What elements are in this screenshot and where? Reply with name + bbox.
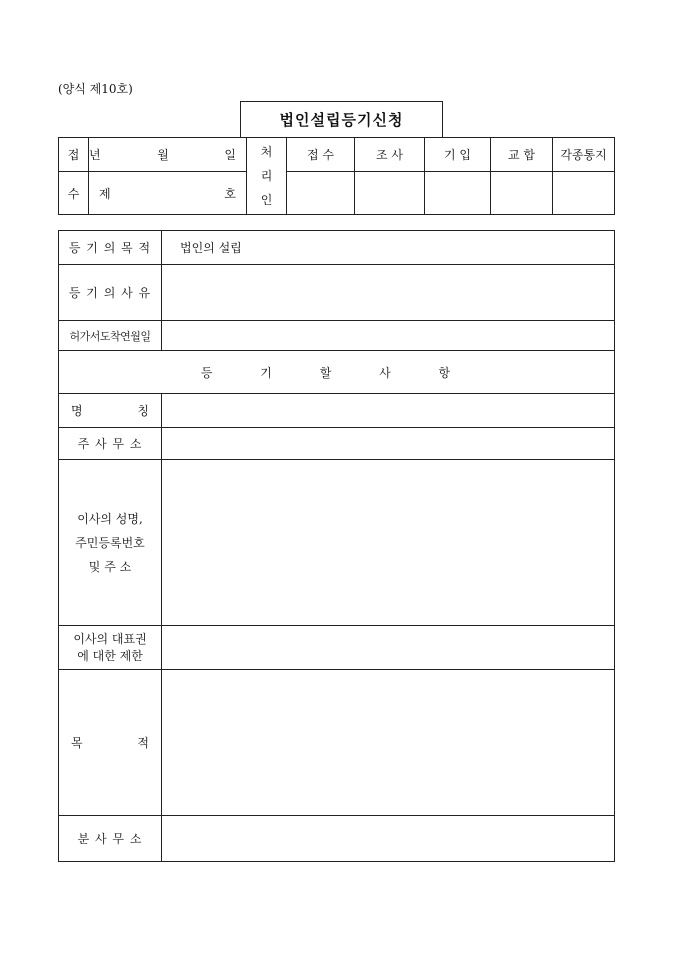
objective-field[interactable]	[162, 670, 615, 816]
month-label: 월	[157, 148, 169, 162]
permit-date-label: 허가서도착연월일	[59, 321, 162, 351]
objective-label: 목 적	[59, 670, 162, 816]
name-label: 명 칭	[59, 394, 162, 428]
receipt-date-cell[interactable]	[89, 138, 247, 172]
col-notice: 각종통지	[553, 138, 615, 172]
enter-stamp-field[interactable]	[425, 172, 491, 215]
check-stamp-field[interactable]	[491, 172, 553, 215]
branch-office-field[interactable]	[162, 816, 615, 862]
col-enter: 기 입	[425, 138, 491, 172]
day-label: 일	[224, 148, 236, 162]
ho-label: 호	[224, 186, 236, 201]
receive-stamp-field[interactable]	[287, 172, 355, 215]
purpose-value[interactable]: 법인의 설립	[162, 231, 615, 265]
reason-label: 등 기 의 사 유	[59, 265, 162, 321]
director-info-label: 이사의 성명, 주민등록번호 및 주 소	[59, 460, 162, 626]
je-label: 제	[99, 186, 111, 201]
receipt-jeop-label: 접	[59, 138, 89, 172]
name-field[interactable]	[162, 394, 615, 428]
permit-date-field[interactable]	[162, 321, 615, 351]
col-receive: 접 수	[287, 138, 355, 172]
rep-limit-label: 이사의 대표권 에 대한 제한	[59, 626, 162, 670]
director-info-field[interactable]	[162, 460, 615, 626]
reason-field[interactable]	[162, 265, 615, 321]
examine-stamp-field[interactable]	[355, 172, 425, 215]
registration-table	[58, 230, 615, 862]
col-examine: 조 사	[355, 138, 425, 172]
receipt-table	[58, 137, 615, 215]
rep-limit-field[interactable]	[162, 626, 615, 670]
notice-stamp-field[interactable]	[553, 172, 615, 215]
main-office-field[interactable]	[162, 428, 615, 460]
col-check: 교 합	[491, 138, 553, 172]
branch-office-label: 분 사 무 소	[59, 816, 162, 862]
receipt-number-cell[interactable]	[89, 172, 247, 215]
receipt-su-label: 수	[59, 172, 89, 215]
purpose-label: 등 기 의 목 적	[59, 231, 162, 265]
processing-label: 처 리 인	[247, 138, 287, 215]
year-label: 년	[89, 148, 101, 162]
form-number-label: (양식 제10호)	[58, 82, 133, 96]
main-office-label: 주 사 무 소	[59, 428, 162, 460]
matters-header: 등 기 할 사 항	[59, 351, 615, 394]
form-title: 법인설립등기신청	[240, 101, 443, 137]
